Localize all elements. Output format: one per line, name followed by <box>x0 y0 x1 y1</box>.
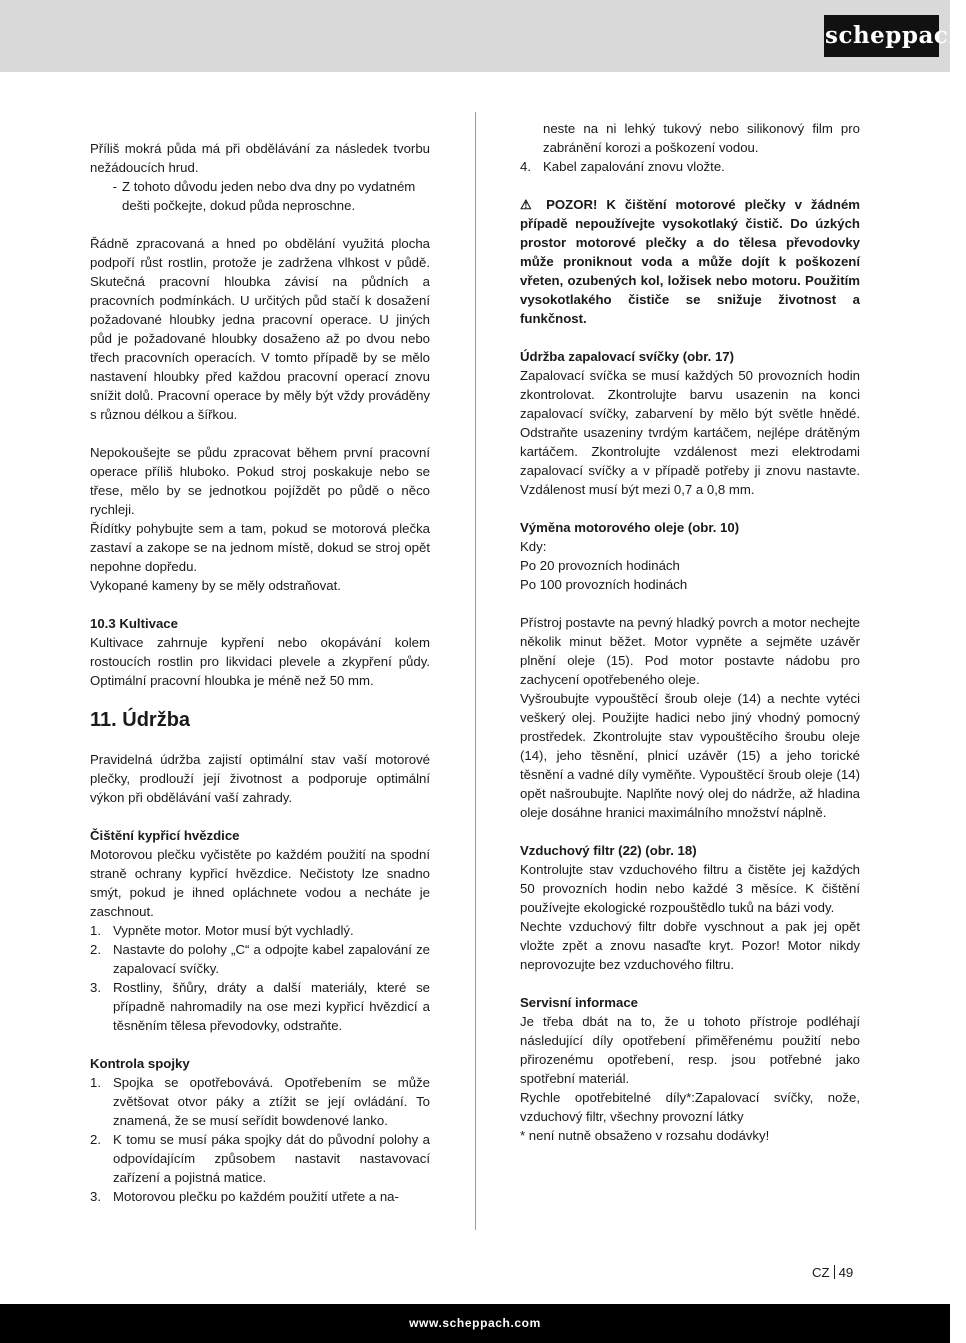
heading-cultivation: 10.3 Kultivace <box>90 616 178 631</box>
dash-marker: - <box>112 179 117 194</box>
list-number: 1. <box>90 1075 101 1090</box>
paragraph-air-filter-check: Kontrolujte stav vzduchového filtru a čistěte jej každých 50 provozních hodin nebo každé 3 měsíce. K čištění používejte ekologické rozpouštědlo tuků na bázi vody. <box>520 862 860 915</box>
oil-interval-1: Po 20 provozních hodinách <box>520 558 680 573</box>
paragraph-service-wear: Je třeba dbát na to, že u tohoto přístroje podléhají následující díly opotřebení přiměřenému použití nebo přirozenému opotřebení, resp. jsou potřebné jako spotřební materiál. <box>520 1014 860 1086</box>
paragraph-oil-drain: Vyšroubujte vypouštěcí šroub oleje (14) a nechte vytéci veškerý olej. Použijte hadici nebo jiný vhodný pomocný prostředek. Zkontrolujte stav vypouštěcího šroubu oleje (14), jeho těsnění, plnicí uzávěr (15) a jeho torické těsnění a vadné díly vyměňte. Vypouštěcí šroub oleje (14) opět našroubujte. Naplňte nový olej do nádrže, až hladina oleje dosáhne hranici maximálního množství náplně. <box>520 691 860 820</box>
list-item <box>90 978 430 1035</box>
heading-clutch: Kontrola spojky <box>90 1056 190 1071</box>
list-item <box>520 157 860 176</box>
list-item <box>90 1073 430 1130</box>
page-header-bar <box>0 0 966 72</box>
list-text: neste na ni lehký tukový nebo silikonový film pro zabránění korozi a poškození vodou. <box>543 121 860 155</box>
warning-triangle-icon: ⚠ <box>520 197 538 212</box>
heading-oil-change: Výměna motorového oleje (obr. 10) <box>520 520 740 535</box>
page-number-value: 49 <box>838 1265 854 1280</box>
list-number: 4. <box>520 159 531 174</box>
list-number: 2. <box>90 1132 101 1147</box>
oil-interval-2: Po 100 provozních hodinách <box>520 577 688 592</box>
warning-text: POZOR! K čištění motorové plečky v žádném případě nepoužívejte vysokotlaký čistič. Do úzkých prostor motorové plečky a do tělesa převodovky může proniknout voda a může dojít k poškození vřeten, ozubených kol, ložisek nebo motoru. Použitím vysokotlakého čističe se snižuje životnost a funkčnost. <box>520 197 861 326</box>
paragraph-cultivation: Kultivace zahrnuje kypření nebo okopávání kolem rostoucích rostlin pro likvidaci plevele a zkypření půdy. Optimální pracovní hloubka je méně než 50 mm. <box>90 635 430 688</box>
list-text: Rostliny, šňůry, dráty a další materiály, které se případně nahromadily na ose mezi kypřicí hvězdicí a těsněním tělesa převodovky, odstraňte. <box>113 980 430 1033</box>
list-text: Spojka se opotřebovává. Opotřebením se může zvětšovat otvor páky a ztížit se její ovládání. To znamená, že se musí seřídit bowdenové lanko. <box>113 1075 430 1128</box>
oil-when-label: Kdy: <box>520 539 547 554</box>
paragraph-service-note: * není nutně obsaženo v rozsahu dodávky! <box>520 1128 770 1143</box>
list-item <box>90 1187 430 1206</box>
page-footer-bar <box>0 1304 950 1343</box>
page-language: CZ <box>812 1265 830 1280</box>
list-text: Kabel zapalování znovu vložte. <box>543 159 725 174</box>
warning-block <box>520 195 860 328</box>
list-item <box>90 921 430 940</box>
right-column <box>520 119 860 1145</box>
heading-air-filter: Vzduchový filtr (22) (obr. 18) <box>520 843 697 858</box>
heading-cleaning: Čištění kypřicí hvězdice <box>90 828 240 843</box>
list-number: 1. <box>90 923 101 938</box>
paragraph-stones: Vykopané kameny by se měly odstraňovat. <box>90 578 341 593</box>
left-column <box>90 139 430 1206</box>
list-text: K tomu se musí páka spojky dát do původní polohy a odpovídajícím způsobem nastavit nastavovací zařízení a pojistná matice. <box>113 1132 430 1185</box>
list-text: Vypněte motor. Motor musí být vychladlý. <box>113 923 354 938</box>
heading-service-info: Servisní informace <box>520 995 639 1010</box>
footer-website-link[interactable]: www.scheppach.com <box>409 1316 541 1330</box>
paragraph-service-parts: Rychle opotřebitelné díly*:Zapalovací svíčky, nože, vzduchový filtr, všechny provozní látky <box>520 1090 860 1124</box>
list-text: Motorovou plečku po každém použití utřete a na- <box>113 1189 399 1204</box>
scheppach-logo: scheppach <box>824 15 939 57</box>
list-item <box>90 940 430 978</box>
list-number: 3. <box>90 980 101 995</box>
heading-spark-plug: Údržba zapalovací svíčky (obr. 17) <box>520 349 735 364</box>
list-item <box>90 1130 430 1187</box>
section-title-maintenance: 11. Údržba <box>90 709 191 731</box>
column-divider <box>475 112 476 1230</box>
paragraph-air-filter-dry: Nechte vzduchový filtr dobře vyschnout a pak jej opět vložte zpět a znovu nasaďte kryt. Pozor! Motor nikdy neprovozujte bez vzduchového filtru. <box>520 919 860 972</box>
paragraph-cleaning: Motorovou plečku vyčistěte po každém použití na spodní straně ochrany kypřicí hvězdice. Nečistoty lze snadno smýt, pokud je ihned opláchnete vodou a necháte je zaschnout. <box>90 847 430 919</box>
list-number: 2. <box>90 942 101 957</box>
paragraph-spark-plug: Zapalovací svíčka se musí každých 50 provozních hodin zkontrolovat. Zkontrolujte barvu usazenin na konci zapalovací svíčky, zabarvení by mělo být světle hnědé. Odstraňte usazeniny tvrdým kartáčem, nejlépe drátěným kartáčem. Zkontrolujte vzdálenost mezi elektrodami zapalovací svíčky a v případě potřeby ji znovu nastavte. Vzdálenost musí být mezi 0,7 a 0,8 mm. <box>520 368 860 497</box>
list-number: 3. <box>90 1189 101 1204</box>
dash-item <box>90 177 430 215</box>
paragraph-wet-soil: Příliš mokrá půda má při obdělávání za následek tvorbu nežádoucích hrud. <box>90 141 430 175</box>
page-number <box>812 1265 853 1280</box>
paragraph-first-operation: Nepokoušejte se půdu zpracovat během první pracovní operace příliš hluboko. Pokud stroj poskakuje nebo se třese, mělo by se jednotkou pojíždět po půdě o něco rychleji. <box>90 445 430 517</box>
paragraph-working-depth: Řádně zpracovaná a hned po obdělání využitá plocha podpoří růst rostlin, protože je zadržena vlhkost v půdě. Skutečná pracovní hloubka závisí na půdních a pracovních podmínkách. U určitých půd stačí k dosažení požadované hloubky jedna pracovní operace. U jiných půd je požadované hloubky dosaženo až po dvou nebo třech pracovních operacích. V tomto případě by se mělo nastavení hloubky před každou pracovní operací znovu snížit dolů. Pracovní operace by měly být vždy prováděny s různou délkou a šířkou. <box>90 236 430 422</box>
dash-item-text: Z tohoto důvodu jeden nebo dva dny po vydatném dešti počkejte, dokud půda neproschne. <box>122 179 416 213</box>
list-text: Nastavte do polohy „C“ a odpojte kabel zapalování ze zapalovací svíčky. <box>113 942 430 976</box>
page-number-separator <box>834 1265 835 1279</box>
paragraph-maintenance: Pravidelná údržba zajistí optimální stav vaší motorové plečky, prodlouží její životnost a podporuje optimální výkon při obdělávání vaší zahrady. <box>90 752 430 805</box>
paragraph-oil-prepare: Přístroj postavte na pevný hladký povrch a motor nechejte několik minut běžet. Motor vypněte a sejměte uzávěr plnění oleje (15). Pod motor postavte nádobu pro zachycení opotřebeného oleje. <box>520 615 860 687</box>
paragraph-handlebar: Řídítky pohybujte sem a tam, pokud se motorová plečka zastaví a zakope se na jednom místě, dokud se stroj opět nepohne dopředu. <box>90 521 430 574</box>
list-item-continued <box>520 119 860 157</box>
